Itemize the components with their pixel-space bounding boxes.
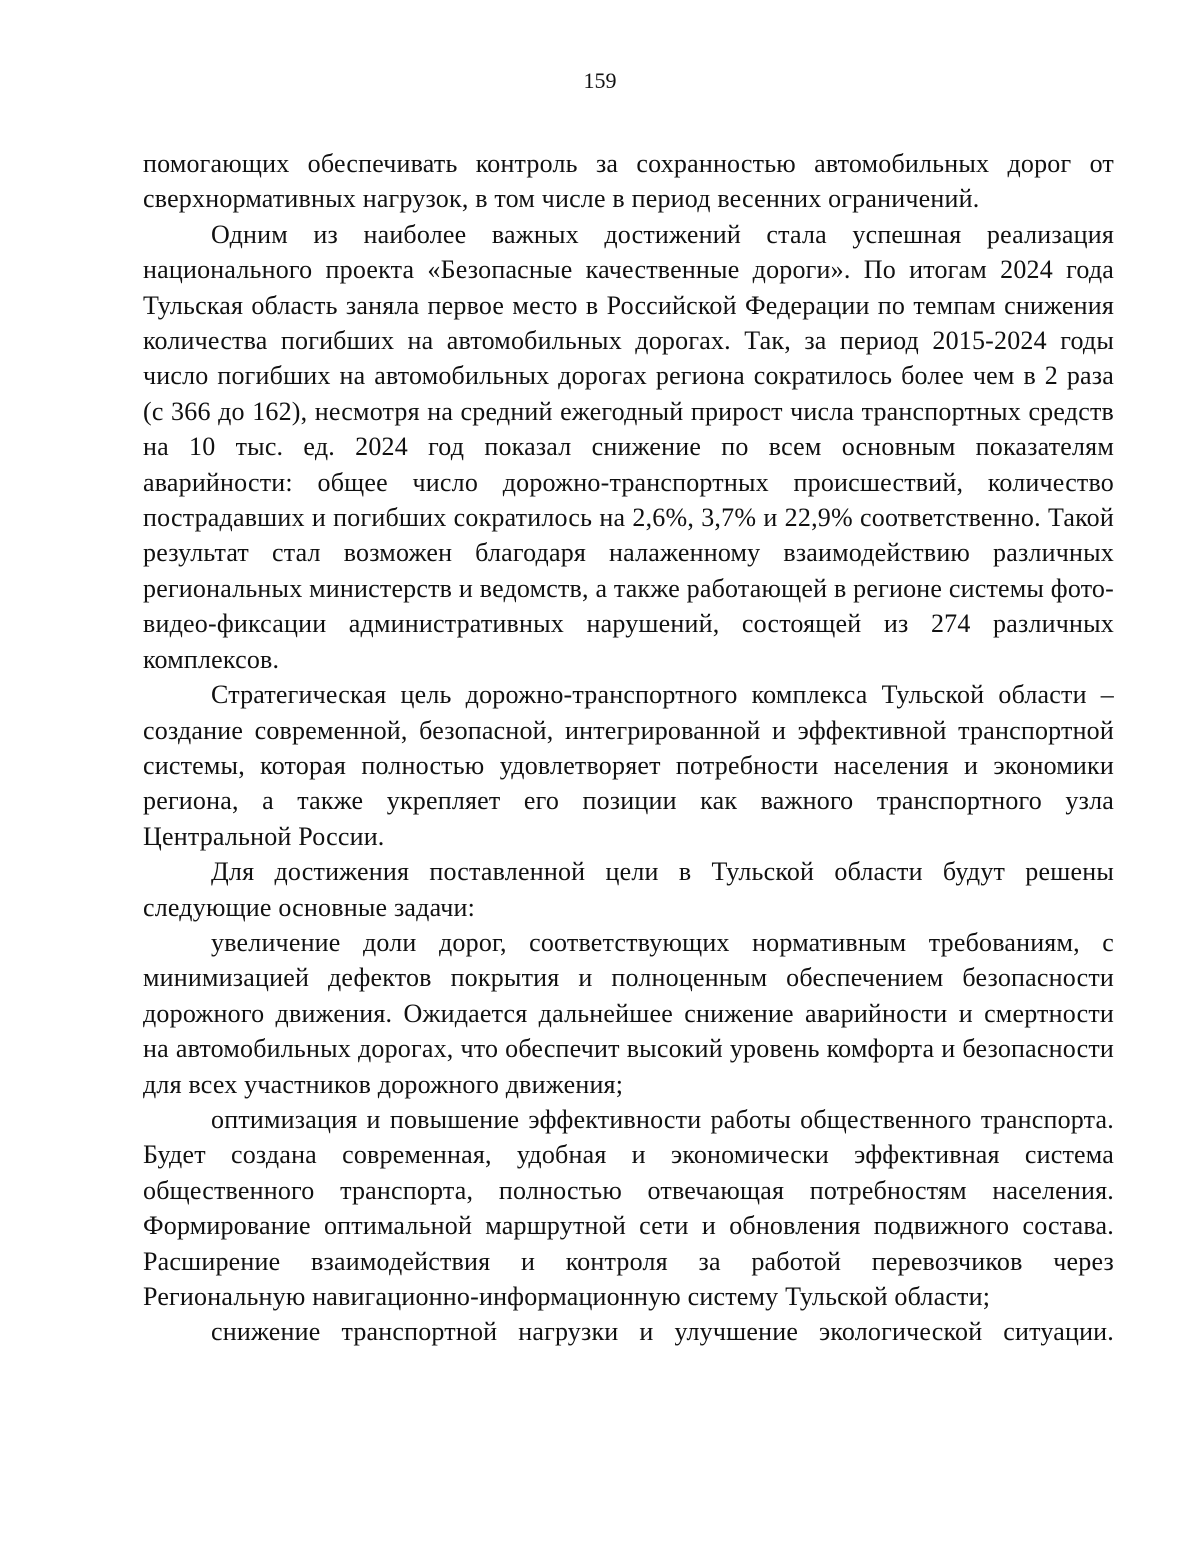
list-item-traffic-load: снижение транспортной нагрузки и улучшение экологической ситуации. [211,1317,1114,1347]
paragraph-strategic-goal: Стратегическая цель дорожно-транспортного комплекса Тульской области – создание современной, безопасной, интегрированной и эффективной транспортной системы, которая полностью удовлетворяет потребности населения и экономики региона, а также укрепляет его позиции как важного транспортного узла Центральной России. [143,680,1114,851]
list-item-public-transport: оптимизация и повышение эффективности работы общественного транспорта. Будет создана современная, удобная и экономически эффективная система общественного транспорта, полностью отвечающая потребностям населения. Формирование оптимальной маршрутной сети и обновления подвижного состава. Расширение взаимодействия и контроля за работой перевозчиков через Региональную навигационно-информационную систему Тульской области; [143,1104,1114,1311]
page-number: 159 [583,68,617,93]
document-body [143,146,1114,1350]
paragraph-tasks-intro: Для достижения поставленной цели в Тульской области будут решены следующие основные задачи: [143,857,1114,922]
paragraph-continuation: помогающих обеспечивать контроль за сохранностью автомобильных дорог от сверхнормативных нагрузок, в том числе в период весенних ограничений. [143,149,1114,214]
paragraph-road-safety-achievements: Одним из наиболее важных достижений стала успешная реализация национального проекта «Безопасные качественные дороги». По итогам 2024 года Тульская область заняла первое место в Российской Федерации по темпам снижения количества погибших на автомобильных дорогах. Так, за период 2015-2024 годы число погибших на автомобильных дорогах региона сократилось более чем в 2 раза (с 366 до 162), несмотря на средний ежегодный прирост числа транспортных средств на 10 тыс. ед. 2024 год показал снижение по всем основным показателям аварийности: общее число дорожно-транспортных происшествий, количество пострадавших и погибших сократилось на 2,6%, 3,7% и 22,9% соответственно. Такой результат стал возможен благодаря налаженному взаимодействию различных региональных министерств и ведомств, а также работающей в регионе системы фото-видео-фиксации административных нарушений, состоящей из 274 различных комплексов. [143,219,1114,674]
list-item-roads-share: увеличение доли дорог, соответствующих нормативным требованиям, с минимизацией дефектов покрытия и полноценным обеспечением безопасности дорожного движения. Ожидается дальнейшее снижение аварийности и смертности на автомобильных дорогах, что обеспечит высокий уровень комфорта и безопасности для всех участников дорожного движения; [143,927,1114,1099]
